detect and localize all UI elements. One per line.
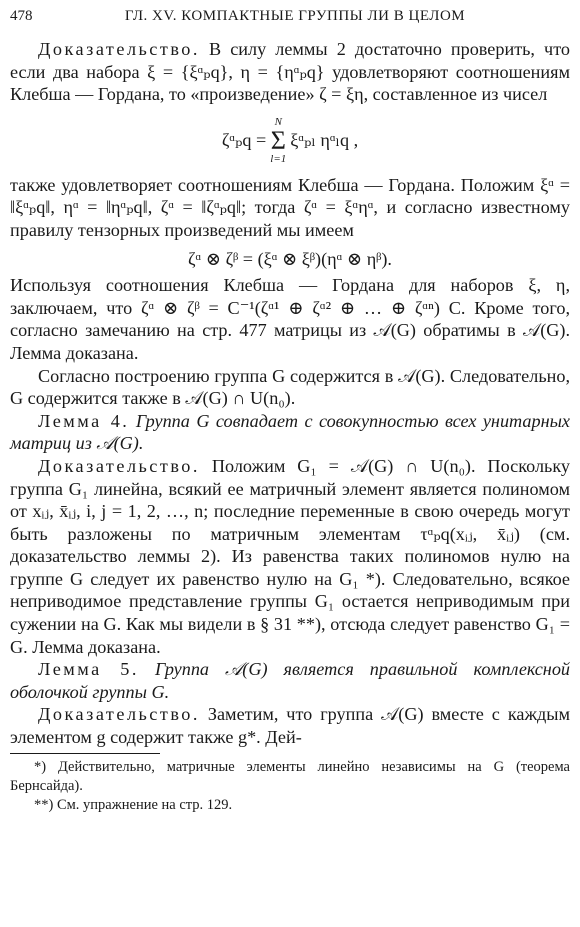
lemma-statement: Группа G совпадает с совокупностью всех унитарных матриц из 𝒜(G).	[10, 410, 570, 454]
lemma-5	[10, 658, 570, 703]
paragraph-2: также удовлетворяет соотношениям Клебша — Гордана. Положим ξᵅ = ‖ξᵅₚq‖, ηᵅ = ‖ηᵅₚq‖, ζᵅ = ‖ζᵅₚq‖; тогда ζᵅ = ξᵅηᵅ, и согласно известному правилу тензорных произведений мы имеем	[10, 174, 570, 240]
book-page	[10, 8, 570, 815]
page-number: 478	[10, 8, 33, 24]
proof-label: Доказательство.	[38, 455, 200, 476]
proof-paragraph-3	[10, 703, 570, 748]
formula-product-sum	[10, 112, 570, 170]
paragraph-text: Заметим, что группа 𝒜(G) вместе с каждым элементом g содержит также g*. Дей-	[10, 704, 570, 748]
running-title: ГЛ. XV. КОМПАКТНЫЕ ГРУППЫ ЛИ В ЦЕЛОМ	[124, 8, 466, 24]
paragraph-3: Используя соотношения Клебша — Гордана для наборов ξ, η, заключаем, что ζᵅ ⊗ ζᵝ = C⁻¹(ζᵅ¹ ⊕ ζᵅ² ⊕ … ⊕ ζᵅⁿ) C. Кроме того, согласно замечанию на стр. 477 матрицы из 𝒜(G) обратимы в 𝒜(G). Лемма доказана.	[10, 275, 570, 363]
footnotes	[10, 758, 570, 815]
footnote-1: *) Действительно, матричные элементы линейно независимы на G (теорема Бернсайда).	[10, 758, 570, 794]
lemma-label: Лемма 5.	[38, 659, 139, 680]
proof-paragraph-1	[10, 38, 570, 106]
proof-label: Доказательство.	[38, 39, 200, 59]
formula-lhs: ζᵅₚq =	[221, 130, 267, 151]
lemma-4	[10, 410, 570, 455]
formula-rhs: ξᵅₚₗ ηᵅₗq ,	[290, 130, 359, 151]
proof-paragraph-2	[10, 455, 570, 658]
sum-lower-limit: l=1	[270, 152, 287, 165]
sum-sign: Σ	[270, 125, 286, 155]
summation	[270, 117, 286, 165]
paragraph-text: В силу леммы 2 достаточно проверить, что если два набора ξ = {ξᵅₚq}, η = {ηᵅₚq} удовлетворяют соотношениям Клебша — Гордана, то «произведение» ζ = ξη, составленное из чисел	[10, 39, 570, 105]
sum-upper-limit: N	[274, 115, 282, 128]
formula-tensor-product: ζᵅ ⊗ ζᵝ = (ξᵅ ⊗ ξᵝ)(ηᵅ ⊗ ηᵝ).	[188, 248, 392, 269]
lemma-statement: Группа 𝒜(G) является правильной комплексной оболочкой группы G.	[10, 659, 571, 702]
paragraph-4: Согласно построению группа G содержится в 𝒜(G). Следовательно, G содержится также в 𝒜(G) ∩ U(n₀).	[10, 365, 570, 409]
lemma-label: Лемма 4.	[38, 410, 130, 431]
paragraph-text: Положим G₁ = 𝒜(G) ∩ U(n₀). Поскольку группа G₁ линейна, всякий ее матричный элемент является полиномом от xᵢⱼ, x̄ᵢⱼ, i, j = 1, 2, …, n; последние переменные в свою очередь могут быть разложены по матричным элементам τᵅₚq(xᵢⱼ, x̄ᵢⱼ) (см. доказательство леммы 2). Из равенства таких полиномов нулю на группе G следует их равенство нулю на G₁ *). Следовательно, всякое неприводимое представление группы G₁ остается неприводимым при сужении на G. Как мы видели в § 31 **), отсюда следует равенство G₁ = G. Лемма доказана.	[10, 455, 570, 657]
page-header	[10, 8, 570, 38]
proof-label: Доказательство.	[38, 704, 200, 725]
footnote-divider	[10, 753, 160, 754]
page-body	[10, 38, 570, 749]
footnote-2: **) См. упражнение на стр. 129.	[34, 796, 233, 813]
